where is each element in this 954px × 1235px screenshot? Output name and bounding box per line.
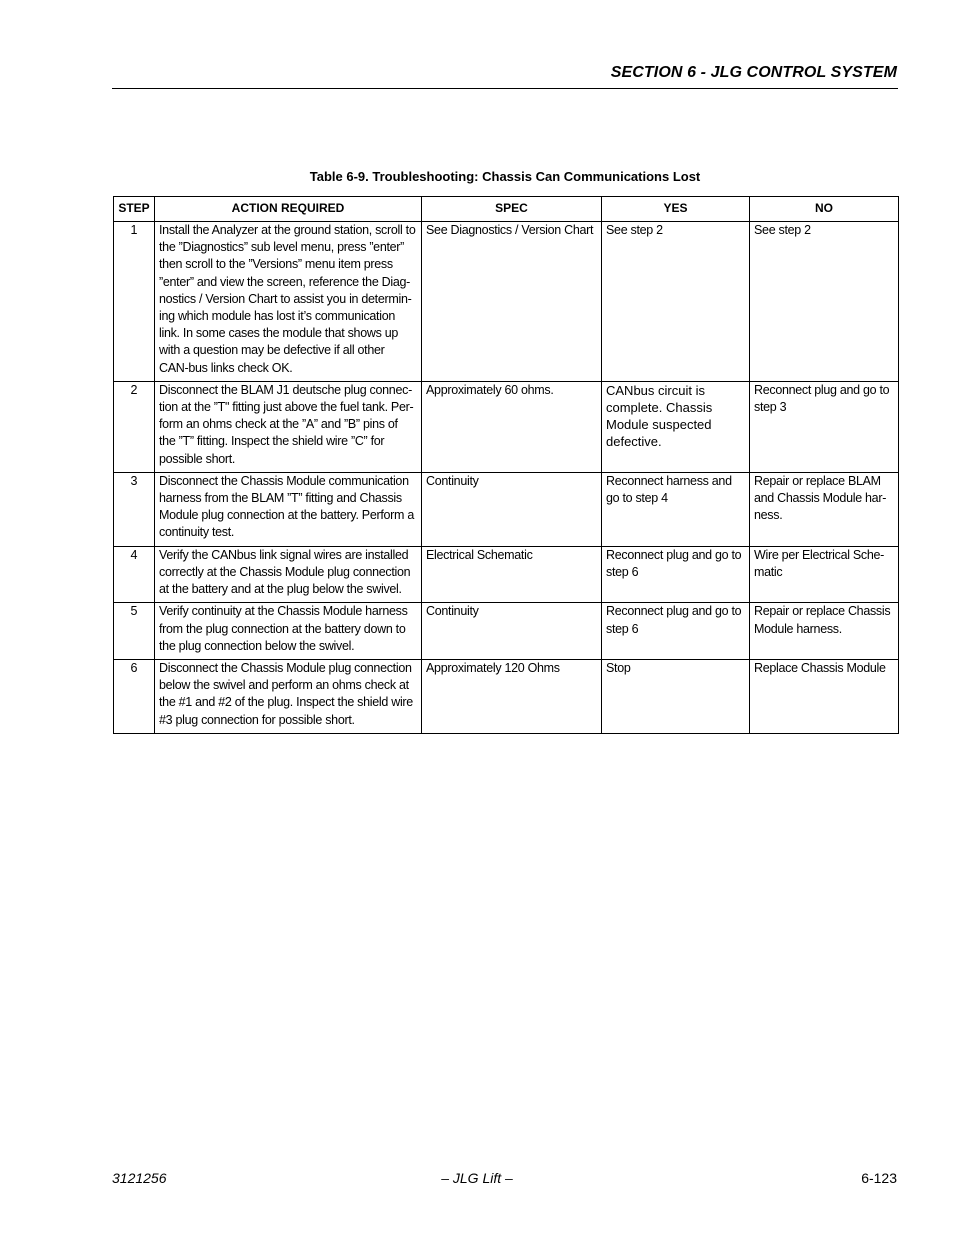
step-cell: 1 [114,222,155,382]
yes-cell: See step 2 [602,222,750,382]
no-cell: See step 2 [750,222,899,382]
footer-publisher: – JLG Lift – [441,1170,513,1186]
action-cell: Verify the CANbus link signal wires are installed correctly at the Chassis Module plug connection at the battery and at the plug below the swivel. [155,546,422,603]
table-row [114,222,899,382]
spec-cell: Continuity [422,472,602,546]
yes-cell: Reconnect plug and go to step 6 [602,603,750,660]
no-cell: Replace Chassis Module [750,660,899,734]
column-header-spec: SPEC [422,197,602,222]
action-cell: Disconnect the BLAM J1 deutsche plug connec-tion at the ”T" fitting just above the fuel tank. Per-form an ohms check at the ”A” and ”B” pins of the ”T” fitting. Inspect the shield wire ”C” for possible short. [155,381,422,472]
action-cell: Verify continuity at the Chassis Module harness from the plug connection at the battery down to the plug connection below the swivel. [155,603,422,660]
table-row [114,472,899,546]
column-header-action: ACTION REQUIRED [155,197,422,222]
footer-doc-number: 3121256 [112,1170,167,1186]
table-row [114,381,899,472]
yes-cell: Reconnect harness and go to step 4 [602,472,750,546]
action-cell: Disconnect the Chassis Module plug connection below the swivel and perform an ohms check at the #1 and #2 of the plug. Inspect the shield wire #3 plug connection for possible short. [155,660,422,734]
spec-cell: Approximately 120 Ohms [422,660,602,734]
yes-cell: Reconnect plug and go to step 6 [602,546,750,603]
header-rule [112,88,898,89]
step-cell: 3 [114,472,155,546]
no-cell: Repair or replace BLAM and Chassis Module har-ness. [750,472,899,546]
table-row [114,603,899,660]
troubleshooting-table [113,196,899,734]
section-header: SECTION 6 - JLG CONTROL SYSTEM [610,64,897,81]
no-cell: Reconnect plug and go to step 3 [750,381,899,472]
no-cell: Wire per Electrical Sche-matic [750,546,899,603]
column-header-no: NO [750,197,899,222]
action-cell: Disconnect the Chassis Module communication harness from the BLAM ”T” fitting and Chassis Module plug connection at the battery. Perform a continuity test. [155,472,422,546]
table-title: Table 6-9. Troubleshooting: Chassis Can Communications Lost [309,169,701,184]
step-cell: 4 [114,546,155,603]
table-header-row [114,197,899,222]
no-cell: Repair or replace Chassis Module harness. [750,603,899,660]
step-cell: 2 [114,381,155,472]
column-header-step: STEP [114,197,155,222]
spec-cell: See Diagnostics / Version Chart [422,222,602,382]
table-row [114,660,899,734]
spec-cell: Approximately 60 ohms. [422,381,602,472]
spec-cell: Continuity [422,603,602,660]
spec-cell: Electrical Schematic [422,546,602,603]
footer-page-number: 6-123 [861,1170,897,1186]
yes-cell: Stop [602,660,750,734]
column-header-yes: YES [602,197,750,222]
action-cell: Install the Analyzer at the ground station, scroll to the ”Diagnostics” sub level menu, press ”enter” then scroll to the ”Versions” menu item press ”enter” and view the screen, reference the Diag-nostics / Version Chart to assist you in determin-ing which module has lost it’s communication link. In some cases the module that shows up with a question may be defective if all other CAN-bus links check OK. [155,222,422,382]
step-cell: 6 [114,660,155,734]
step-cell: 5 [114,603,155,660]
table-row [114,546,899,603]
yes-cell: CANbus circuit is complete. Chassis Module suspected defective. [602,381,750,472]
